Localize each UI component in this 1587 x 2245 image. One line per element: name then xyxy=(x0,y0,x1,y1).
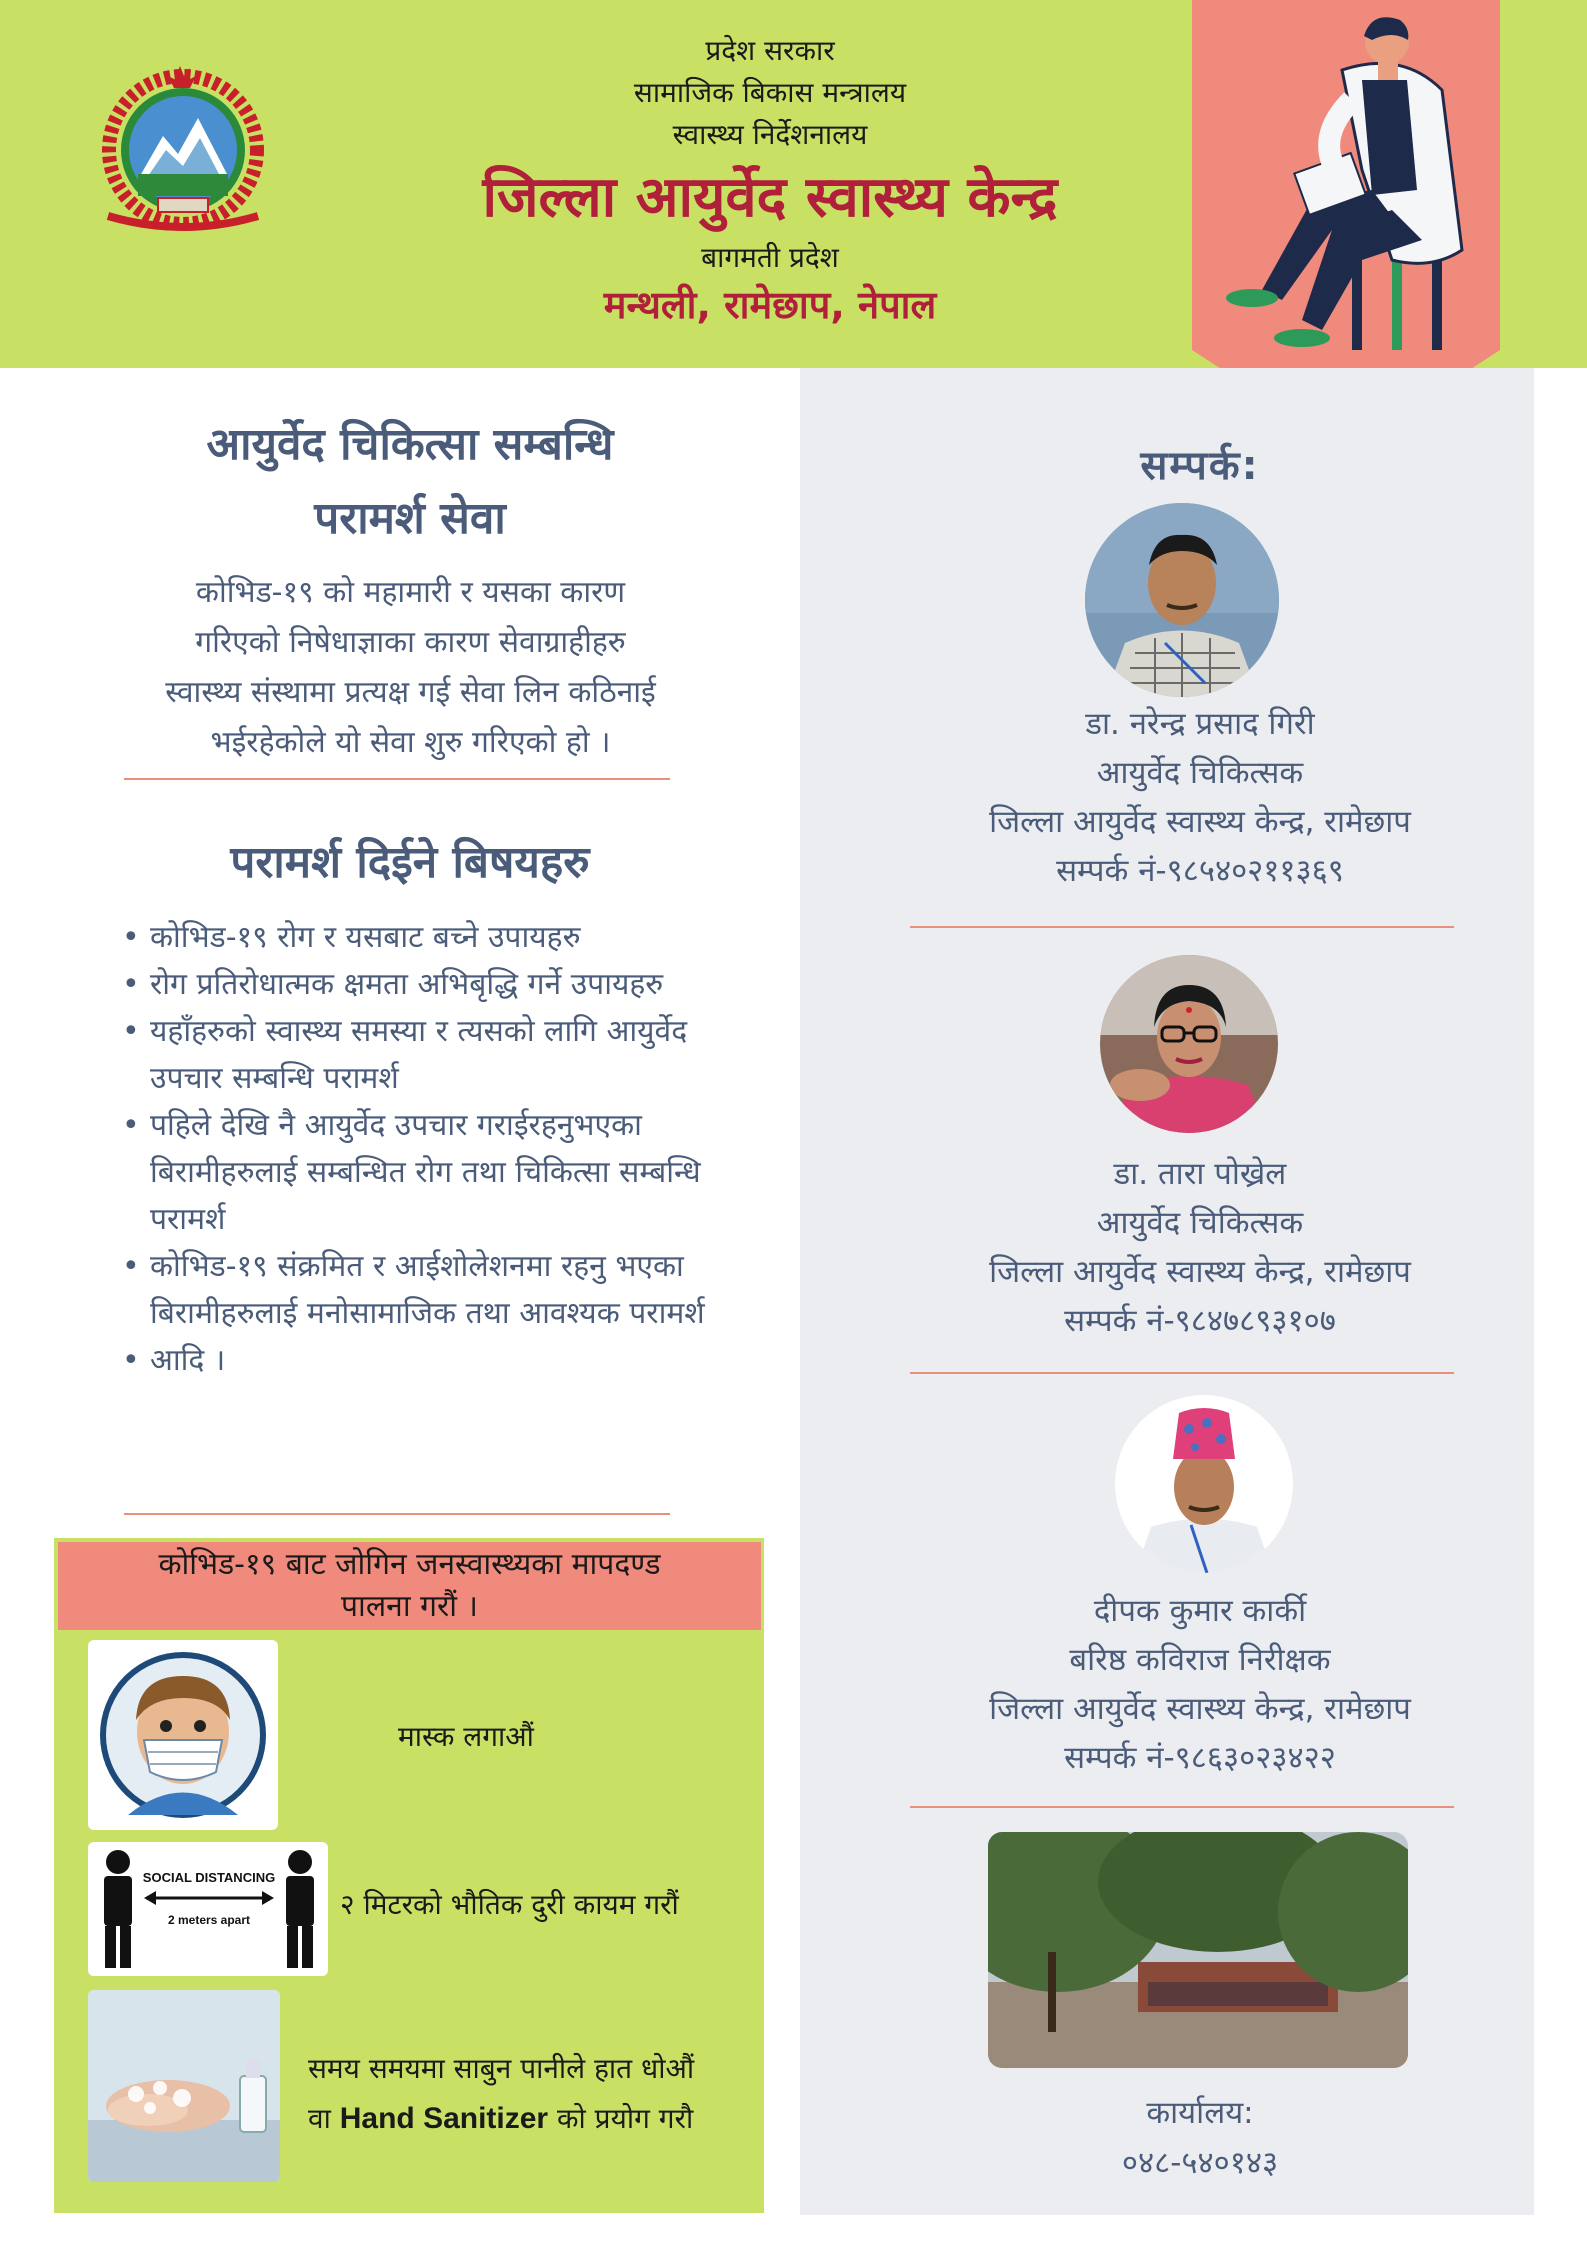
nepal-emblem-icon xyxy=(88,66,278,234)
location-label: मन्थली, रामेछाप, नेपाल xyxy=(603,283,937,327)
tip-distance: २ मिटरको भौतिक दुरी कायम गरौं xyxy=(340,1888,679,1921)
office-building-photo xyxy=(988,1832,1408,2068)
divider xyxy=(124,778,670,780)
contact-card-1 xyxy=(900,700,1500,896)
contact-name: डा. नरेन्द्र प्रसाद गिरी xyxy=(1085,706,1315,742)
province-label: बागमती प्रदेश xyxy=(701,241,839,274)
govt-label: प्रदेश सरकार xyxy=(705,34,835,67)
office-label: कार्यालय: xyxy=(1146,2095,1254,2131)
divider xyxy=(910,1372,1454,1374)
divider xyxy=(910,926,1454,928)
list-item: • आदि । xyxy=(118,1337,738,1384)
intro-line: भईरहेकोले यो सेवा शुरु गरिएको हो । xyxy=(210,725,611,760)
handwash-icon xyxy=(88,1990,280,2182)
intro-line: स्वास्थ्य संस्थामा प्रत्यक्ष गई सेवा लिन कठिनाई xyxy=(165,675,656,710)
service-heading xyxy=(90,408,730,556)
intro-line: गरिएको निषेधाज्ञाका कारण सेवाग्राहीहरु xyxy=(195,625,626,660)
office-contact xyxy=(1000,2088,1400,2188)
covid-banner-line: पालना गरौं । xyxy=(341,1589,478,1624)
service-heading-line: आयुर्वेद चिकित्सा सम्बन्धि xyxy=(206,419,614,470)
tip-handwash-line xyxy=(308,2094,694,2144)
social-distancing-icon xyxy=(88,1842,328,1976)
intro-paragraph xyxy=(78,568,743,768)
divider xyxy=(124,1513,670,1515)
tip-mask: मास्क लगाऔं xyxy=(398,1720,534,1753)
contact-org: जिल्ला आयुर्वेद स्वास्थ्य केन्द्र, रामेछाप xyxy=(989,1691,1411,1727)
page-title: जिल्ला आयुर्वेद स्वास्थ्य केन्द्र xyxy=(482,165,1058,230)
covid-banner xyxy=(58,1542,761,1630)
contact-phone: सम्पर्क नं-९८६३०२३४२२ xyxy=(1064,1740,1336,1776)
list-item: • कोभिड-१९ संक्रमित र आईशोलेशनमा रहनु भएका बिरामीहरुलाई मनोसामाजिक तथा आवश्यक परामर्श xyxy=(118,1243,738,1337)
avatar xyxy=(1085,503,1279,697)
directorate-label: स्वास्थ्य निर्देशनालय xyxy=(672,118,868,151)
contact-card-2 xyxy=(900,1150,1500,1346)
tip-handwash xyxy=(308,2044,694,2144)
contact-role: आयुर्वेद चिकित्सक xyxy=(1096,755,1304,791)
sd-distance-label: 2 meters apart xyxy=(167,1913,251,1927)
tip-handwash-line: समय समयमा साबुन पानीले हात धोऔं xyxy=(308,2052,695,2085)
tip-sanitizer-text: Hand Sanitizer xyxy=(339,2102,549,2135)
list-item: • रोग प्रतिरोधात्मक क्षमता अभिबृद्धि गर्ने उपायहरु xyxy=(118,961,738,1008)
contact-org: जिल्ला आयुर्वेद स्वास्थ्य केन्द्र, रामेछाप xyxy=(989,1254,1411,1290)
contact-phone: सम्पर्क नं-९८४७८९३१०७ xyxy=(1064,1303,1336,1339)
sd-label: SOCIAL DISTANCING xyxy=(142,1870,276,1885)
office-phone: ०४८-५४०१४३ xyxy=(1121,2145,1279,2181)
contact-org: जिल्ला आयुर्वेद स्वास्थ्य केन्द्र, रामेछाप xyxy=(989,804,1411,840)
header-text xyxy=(320,30,1220,332)
divider xyxy=(910,1806,1454,1808)
contact-card-3 xyxy=(900,1587,1500,1783)
topics-list xyxy=(118,914,738,1384)
ministry-label: सामाजिक बिकास मन्त्रालय xyxy=(633,76,907,109)
contact-name: डा. तारा पोख्रेल xyxy=(1113,1156,1287,1192)
list-item: • कोभिड-१९ रोग र यसबाट बच्ने उपायहरु xyxy=(118,914,738,961)
tip-text: को प्रयोग गरौ xyxy=(548,2102,694,2135)
mask-icon xyxy=(88,1640,278,1830)
service-heading-line: परामर्श सेवा xyxy=(314,493,506,544)
covid-banner-line: कोभिड-१९ बाट जोगिन जनस्वास्थ्यका मापदण्ड xyxy=(158,1547,661,1582)
contact-name: दीपक कुमार कार्की xyxy=(1093,1593,1307,1629)
contact-phone: सम्पर्क नं-९८५४०२११३६९ xyxy=(1056,853,1344,889)
avatar xyxy=(1100,955,1278,1133)
intro-line: कोभिड-१९ को महामारी र यसका कारण xyxy=(195,575,626,610)
avatar xyxy=(1115,1395,1293,1573)
list-item: • पहिले देखि नै आयुर्वेद उपचार गराईरहनुभएका बिरामीहरुलाई सम्बन्धित रोग तथा चिकित्सा सम्बन्धि परामर्श xyxy=(118,1102,738,1243)
contact-role: बरिष्ठ कविराज निरीक्षक xyxy=(1069,1642,1331,1678)
contact-heading: सम्पर्क: xyxy=(1140,443,1260,489)
list-item: • यहाँहरुको स्वास्थ्य समस्या र त्यसको लागि आयुर्वेद उपचार सम्बन्धि परामर्श xyxy=(118,1008,738,1102)
topics-heading: परामर्श दिईने बिषयहरु xyxy=(230,837,590,888)
contact-role: आयुर्वेद चिकित्सक xyxy=(1096,1205,1304,1241)
tip-text: वा xyxy=(308,2102,340,2135)
